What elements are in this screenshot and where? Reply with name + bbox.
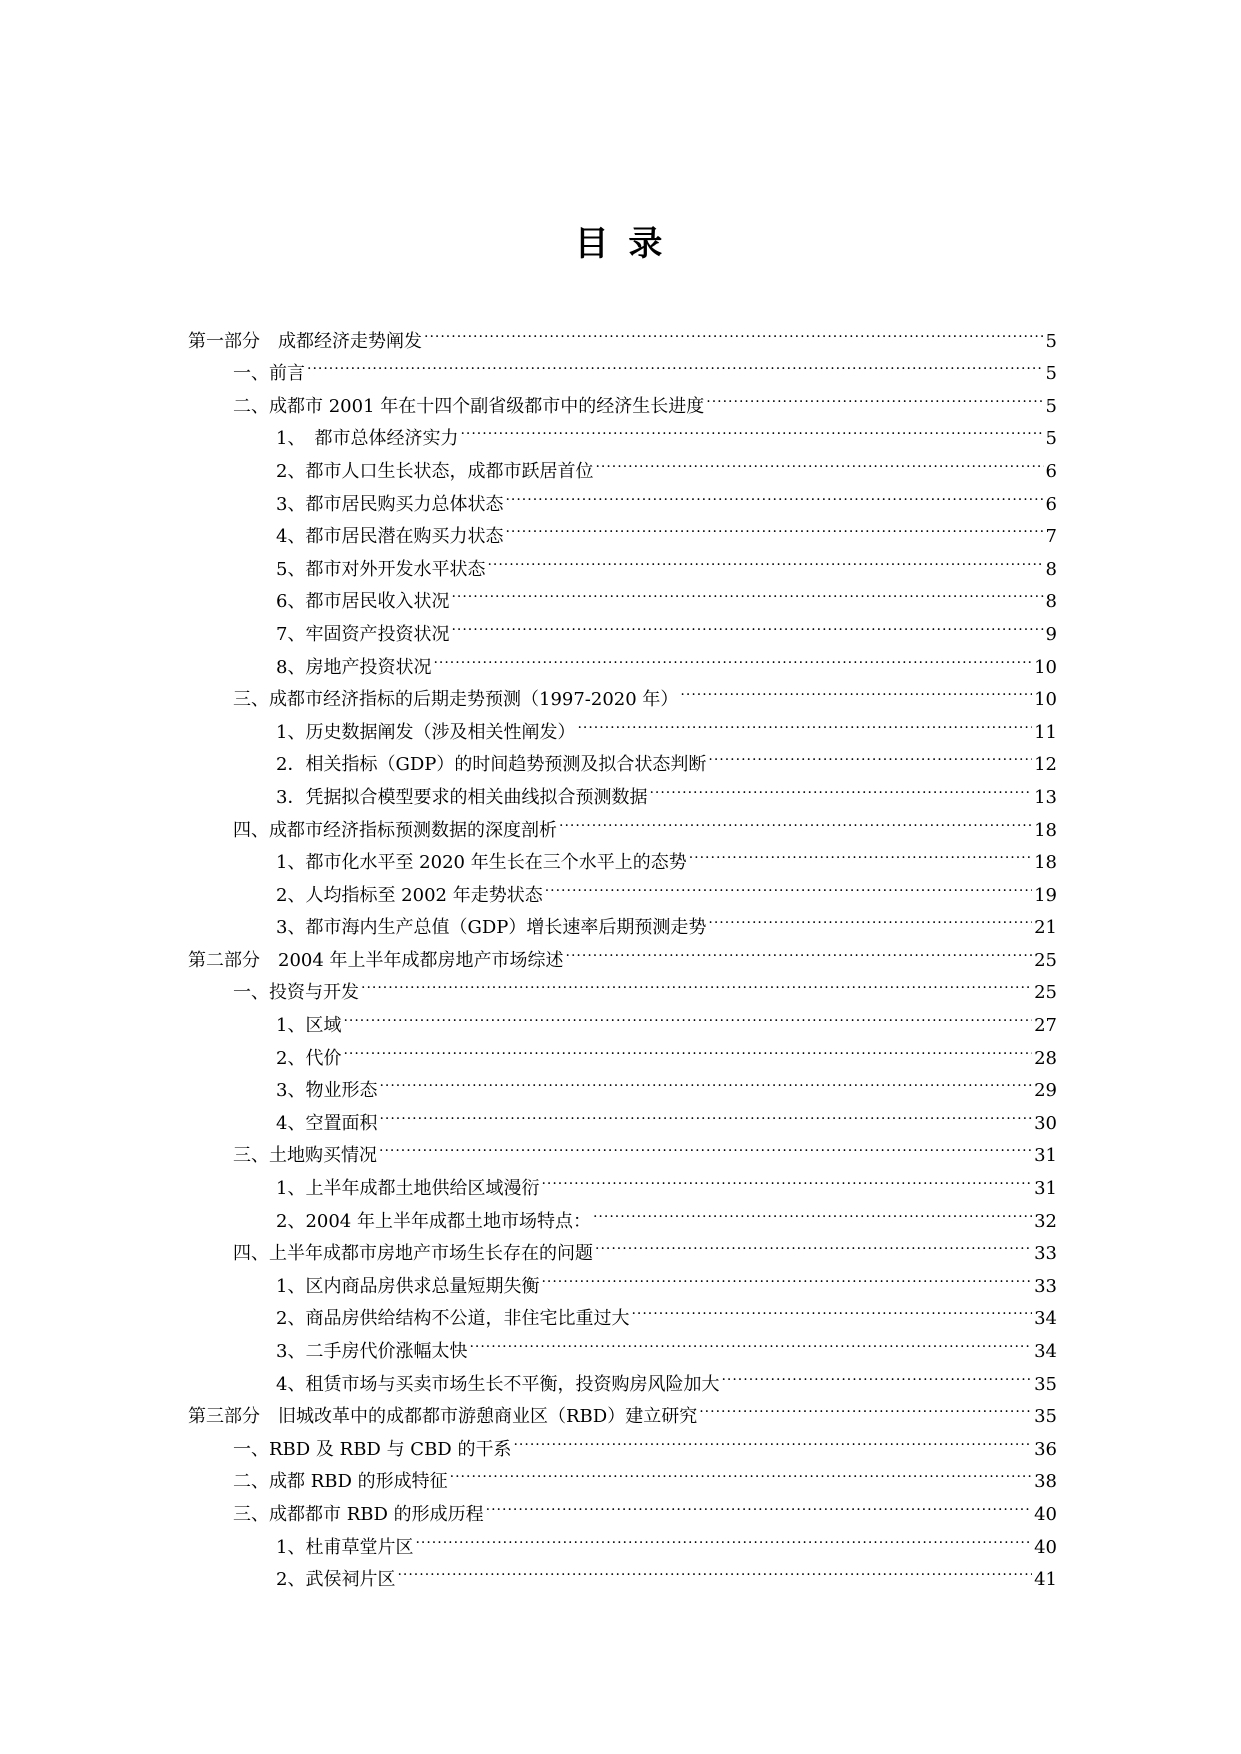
toc-entry-text: 7、牢固资产投资状况 xyxy=(276,623,450,645)
toc-page-number: 31 xyxy=(1034,1178,1057,1200)
toc-entry-text: 2．相关指标（GDP）的时间趋势预测及拟合状态判断 xyxy=(276,754,707,776)
toc-entry-text: 5、都市对外开发水平状态 xyxy=(276,558,486,580)
dot-leader xyxy=(505,510,1043,543)
dot-leader xyxy=(343,1031,1032,1064)
dot-leader xyxy=(595,444,1043,477)
toc-page-number: 8 xyxy=(1045,558,1057,580)
toc-page-number: 41 xyxy=(1034,1569,1057,1591)
dot-leader xyxy=(541,1161,1032,1194)
toc-entry-text: 2、人均指标至 2002 年走势状态 xyxy=(276,884,543,906)
toc-page-number: 13 xyxy=(1034,786,1057,808)
dot-leader xyxy=(721,1357,1032,1390)
toc-page-number: 25 xyxy=(1034,949,1057,971)
toc-entry-text: 1、上半年成都土地供给区域漫衍 xyxy=(276,1178,540,1200)
toc-page-number: 9 xyxy=(1045,623,1057,645)
toc-entry-text: 三、土地购买情况 xyxy=(233,1145,377,1167)
dot-leader xyxy=(699,1390,1032,1423)
toc-page-number: 7 xyxy=(1045,526,1057,548)
toc-entry-text: 三、成都市经济指标的后期走势预测（1997-2020 年） xyxy=(233,689,679,711)
toc-entry-text: 第一部分 成都经济走势阐发 xyxy=(188,330,422,352)
table-of-contents xyxy=(188,314,1057,1591)
dot-leader xyxy=(541,1259,1032,1292)
toc-page-number: 36 xyxy=(1034,1438,1057,1460)
toc-page-number: 5 xyxy=(1045,330,1057,352)
toc-entry-text: 1、历史数据阐发（涉及相关性阐发） xyxy=(276,721,576,743)
dot-leader xyxy=(361,966,1032,999)
toc-page-number: 33 xyxy=(1034,1275,1057,1297)
dot-leader xyxy=(593,1194,1032,1227)
toc-entry-text: 3．凭据拟合模型要求的相关曲线拟合预测数据 xyxy=(276,786,648,808)
toc-entry-text: 2、代价 xyxy=(276,1047,342,1069)
toc-page-number: 34 xyxy=(1034,1308,1057,1330)
dot-leader xyxy=(577,705,1032,738)
toc-page-number: 19 xyxy=(1034,884,1057,906)
toc-page-number: 32 xyxy=(1034,1210,1057,1232)
dot-leader xyxy=(487,542,1043,575)
dot-leader xyxy=(708,901,1032,934)
toc-entry-text: 一、前言 xyxy=(233,363,305,385)
toc-entry-text: 2、武侯祠片区 xyxy=(276,1569,396,1591)
dot-leader xyxy=(451,607,1043,640)
toc-page-number: 40 xyxy=(1034,1503,1057,1525)
toc-entry[interactable] xyxy=(188,347,1057,385)
toc-page-number: 35 xyxy=(1034,1406,1057,1428)
toc-entry-text: 3、物业形态 xyxy=(276,1080,378,1102)
toc-page-number: 25 xyxy=(1034,982,1057,1004)
toc-entry-text: 3、都市海内生产总值（GDP）增长速率后期预测走势 xyxy=(276,917,707,939)
toc-entry-text: 1、杜甫草堂片区 xyxy=(276,1536,414,1558)
toc-page-number: 21 xyxy=(1034,917,1057,939)
toc-page-number: 40 xyxy=(1034,1536,1057,1558)
toc-page-number: 5 xyxy=(1045,395,1057,417)
toc-page-number: 29 xyxy=(1034,1080,1057,1102)
dot-leader xyxy=(631,1292,1032,1325)
dot-leader xyxy=(649,770,1032,803)
toc-entry-text: 二、成都 RBD 的形成特征 xyxy=(233,1471,448,1493)
dot-leader xyxy=(451,575,1043,608)
toc-entry-text: 1、区域 xyxy=(276,1015,342,1037)
toc-page-number: 33 xyxy=(1034,1243,1057,1265)
dot-leader xyxy=(708,738,1032,771)
dot-leader xyxy=(379,1129,1032,1162)
dot-leader xyxy=(559,803,1032,836)
toc-entry-text: 第三部分 旧城改革中的成都都市游憩商业区（RBD）建立研究 xyxy=(188,1406,698,1428)
dot-leader xyxy=(595,1227,1032,1260)
dot-leader xyxy=(307,347,1044,380)
toc-entry-text: 一、RBD 及 RBD 与 CBD 的干系 xyxy=(233,1438,512,1460)
dot-leader xyxy=(415,1520,1032,1553)
toc-page-number: 10 xyxy=(1034,689,1057,711)
dot-leader xyxy=(379,1096,1032,1129)
toc-page-number: 6 xyxy=(1045,493,1057,515)
dot-leader xyxy=(343,998,1032,1031)
dot-leader xyxy=(460,412,1043,445)
toc-entry[interactable] xyxy=(188,379,1057,417)
dot-leader xyxy=(505,477,1043,510)
toc-entry-text: 4、租赁市场与买卖市场生长不平衡，投资购房风险加大 xyxy=(276,1373,720,1395)
toc-entry-text: 6、都市居民收入状况 xyxy=(276,591,450,613)
toc-page-number: 12 xyxy=(1034,754,1057,776)
toc-entry-text: 3、都市居民购买力总体状态 xyxy=(276,493,504,515)
toc-page-number: 5 xyxy=(1045,363,1057,385)
toc-page-number: 28 xyxy=(1034,1047,1057,1069)
toc-page-number: 10 xyxy=(1034,656,1057,678)
toc-entry-text: 一、投资与开发 xyxy=(233,982,359,1004)
toc-entry-text: 1、区内商品房供求总量短期失衡 xyxy=(276,1275,540,1297)
toc-entry-text: 第二部分 2004 年上半年成都房地产市场综述 xyxy=(188,949,564,971)
toc-page-number: 27 xyxy=(1034,1015,1057,1037)
dot-leader xyxy=(424,314,1044,347)
toc-page-number: 30 xyxy=(1034,1112,1057,1134)
toc-entry-text: 4、空置面积 xyxy=(276,1112,378,1134)
dot-leader xyxy=(513,1422,1032,1455)
dot-leader xyxy=(486,1487,1032,1520)
toc-entry-text: 四、上半年成都市房地产市场生长存在的问题 xyxy=(233,1243,593,1265)
dot-leader xyxy=(689,836,1032,869)
dot-leader xyxy=(545,868,1032,901)
toc-entry-text: 1、 都市总体经济实力 xyxy=(276,428,459,450)
toc-page-number: 18 xyxy=(1034,852,1057,874)
toc-page-number: 18 xyxy=(1034,819,1057,841)
toc-page-number: 34 xyxy=(1034,1341,1057,1362)
toc-entry-text: 四、成都市经济指标预测数据的深度剖析 xyxy=(233,819,557,841)
toc-page-number: 35 xyxy=(1034,1373,1057,1395)
toc-entry-text: 2、都市人口生长状态，成都市跃居首位 xyxy=(276,460,594,482)
dot-leader xyxy=(566,933,1033,966)
toc-entry-text: 3、二手房代价涨幅太快 xyxy=(276,1341,468,1362)
dot-leader xyxy=(433,640,1032,673)
toc-entry-text: 2、2004 年上半年成都土地市场特点： xyxy=(276,1210,591,1232)
dot-leader xyxy=(379,1064,1032,1097)
dot-leader xyxy=(469,1324,1032,1357)
dot-leader xyxy=(706,379,1043,412)
toc-entry[interactable] xyxy=(188,314,1057,352)
toc-page-number: 5 xyxy=(1045,428,1057,450)
toc-entry-text: 二、成都市 2001 年在十四个副省级都市中的经济生长进度 xyxy=(233,395,705,417)
toc-page-number: 8 xyxy=(1045,591,1057,613)
toc-page-number: 38 xyxy=(1034,1471,1057,1493)
toc-entry-text: 2、商品房供给结构不公道，非住宅比重过大 xyxy=(276,1308,630,1330)
dot-leader xyxy=(680,673,1032,706)
dot-leader xyxy=(397,1553,1032,1586)
toc-entry-text: 8、房地产投资状况 xyxy=(276,656,432,678)
toc-page-number: 11 xyxy=(1034,721,1057,743)
dot-leader xyxy=(450,1455,1032,1488)
toc-entry-text: 1、都市化水平至 2020 年生长在三个水平上的态势 xyxy=(276,852,687,874)
toc-entry-text: 4、都市居民潜在购买力状态 xyxy=(276,526,504,548)
toc-title: 目 录 xyxy=(574,224,667,264)
toc-entry-text: 三、成都都市 RBD 的形成历程 xyxy=(233,1503,484,1525)
toc-page-number: 31 xyxy=(1034,1145,1057,1167)
toc-page-number: 6 xyxy=(1045,460,1057,482)
